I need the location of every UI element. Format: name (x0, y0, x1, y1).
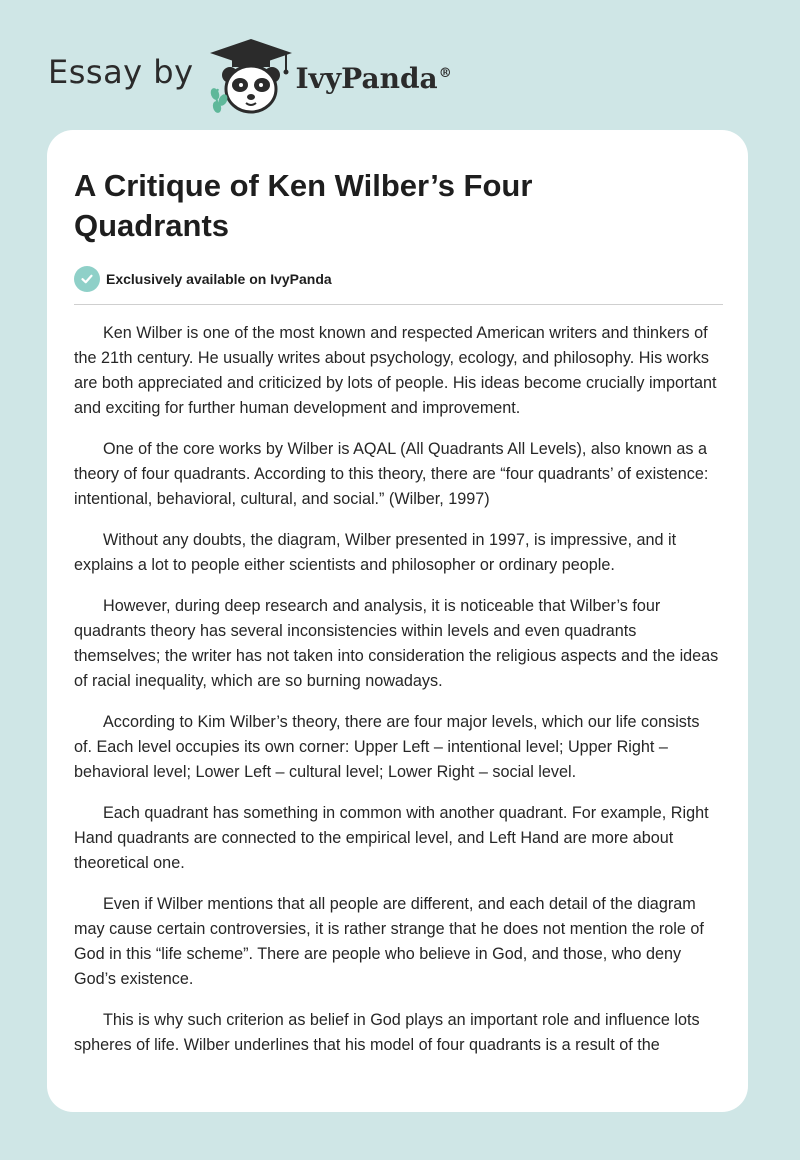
checkmark-circle-icon (74, 266, 100, 292)
brand-prefix: Essay by (48, 53, 194, 91)
page-title: A Critique of Ken Wilber’s Four Quadrants (74, 168, 533, 243)
paragraph: Even if Wilber mentions that all people are different, and each detail of the diagram may cause certain controversies, it is rather strange that he does not mention the role of God in this “life scheme”. There are people who believe in God, and those, who deny God’s existence. (74, 895, 704, 988)
brand-header (48, 36, 452, 116)
paragraph: One of the core works by Wilber is AQAL (All Quadrants All Levels), also known as a theory of four quadrants. According to this theory, there are “four quadrants’ of existence: intentional, behavioral, cultural, and social.” (Wilber, 1997) (74, 440, 709, 508)
paragraph: Each quadrant has something in common with another quadrant. For example, Right Hand quadrants are connected to the empirical level, and Left Hand are more about theoretical one. (74, 804, 709, 872)
essay-card (47, 130, 748, 1112)
brand-name: IvyPanda® (295, 61, 452, 95)
paragraph: Ken Wilber is one of the most known and respected American writers and thinkers of the 21th century. He usually writes about psychology, ecology, and philosophy. His works are both appreciated and criticized by lots of people. His ideas become crucially important and exciting for further human development and improvement. (74, 324, 717, 417)
exclusive-badge (74, 266, 721, 292)
paragraph: Without any doubts, the diagram, Wilber presented in 1997, is impressive, and it explains a lot to people either scientists and philosopher or ordinary people. (74, 531, 677, 574)
registered-mark: ® (438, 66, 452, 82)
paragraph: According to Kim Wilber’s theory, there are four major levels, which our life consists of. Each level occupies its own corner: Upper Left – intentional level; Upper Right – behavioral level; Lower Left – cultural level; Lower Right – social level. (74, 713, 700, 781)
essay-body (74, 321, 721, 1058)
panda-graduate-icon (208, 37, 294, 115)
paragraph: This is why such criterion as belief in God plays an important role and influence lots spheres of life. Wilber underlines that his model of four quadrants is a result of the (74, 1011, 700, 1054)
divider (74, 304, 723, 305)
paragraph: However, during deep research and analysis, it is noticeable that Wilber’s four quadrants theory has several inconsistencies within levels and even quadrants themselves; the writer has not taken into consideration the religious aspects and the ideas of racial inequality, which are so burning nowadays. (74, 597, 719, 690)
badge-text: Exclusively available on IvyPanda (106, 271, 332, 287)
